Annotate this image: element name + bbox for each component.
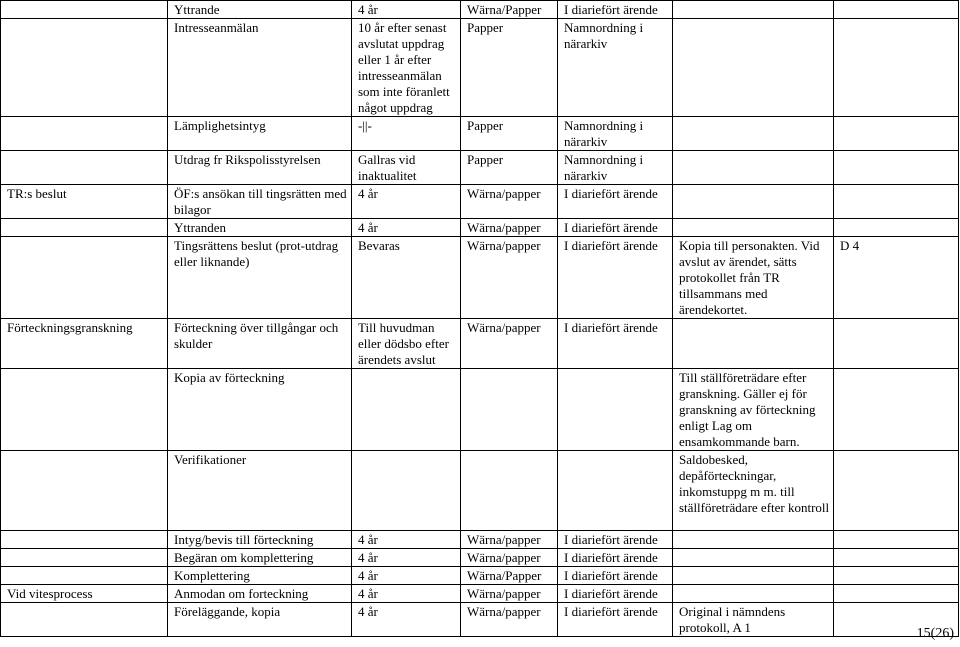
table-row bbox=[1, 185, 959, 219]
table-row bbox=[1, 567, 959, 585]
table-row bbox=[1, 451, 959, 531]
comment-cell: Kopia till personakten. Vid avslut av ärendet, sätts protokollet från TR tillsammans med ärendekortet. bbox=[673, 237, 834, 319]
code-cell bbox=[834, 1, 959, 19]
retention-cell: 10 år efter senast avslutat uppdrag eller 1 år efter intresseanmälan som inte föranlett något uppdrag bbox=[352, 19, 461, 117]
comment-cell bbox=[673, 531, 834, 549]
code-cell bbox=[834, 19, 959, 117]
table-row bbox=[1, 237, 959, 319]
comment-cell: Original i nämndens protokoll, A 1 bbox=[673, 603, 834, 637]
storage-cell: I diariefört ärende bbox=[558, 319, 673, 369]
process-cell: Förteckningsgranskning bbox=[1, 319, 168, 369]
storage-cell bbox=[558, 451, 673, 531]
medium-cell: Papper bbox=[461, 117, 558, 151]
comment-cell bbox=[673, 549, 834, 567]
medium-cell: Wärna/papper bbox=[461, 585, 558, 603]
process-cell bbox=[1, 117, 168, 151]
retention-cell: -||- bbox=[352, 117, 461, 151]
table-row bbox=[1, 585, 959, 603]
storage-cell: Namnordning i närarkiv bbox=[558, 19, 673, 117]
retention-cell: Gallras vid inaktualitet bbox=[352, 151, 461, 185]
comment-cell bbox=[673, 585, 834, 603]
retention-cell: 4 år bbox=[352, 567, 461, 585]
document-cell: Kopia av förteckning bbox=[168, 369, 352, 451]
comment-cell bbox=[673, 117, 834, 151]
comment-cell: Saldobesked, depåförteckningar, inkomstuppg m m. till ställföreträdare efter kontroll bbox=[673, 451, 834, 531]
code-cell bbox=[834, 451, 959, 531]
retention-cell: 4 år bbox=[352, 585, 461, 603]
comment-cell bbox=[673, 19, 834, 117]
retention-cell: Bevaras bbox=[352, 237, 461, 319]
table-row bbox=[1, 151, 959, 185]
comment-cell bbox=[673, 151, 834, 185]
process-cell bbox=[1, 531, 168, 549]
medium-cell bbox=[461, 451, 558, 531]
document-cell: ÖF:s ansökan till tingsrätten med bilagor bbox=[168, 185, 352, 219]
storage-cell: I diariefört ärende bbox=[558, 567, 673, 585]
table-row bbox=[1, 117, 959, 151]
process-cell: TR:s beslut bbox=[1, 185, 168, 219]
table-row bbox=[1, 319, 959, 369]
code-cell bbox=[834, 549, 959, 567]
document-cell: Intresseanmälan bbox=[168, 19, 352, 117]
code-cell bbox=[834, 567, 959, 585]
code-cell: D 4 bbox=[834, 237, 959, 319]
table-row bbox=[1, 219, 959, 237]
document-cell: Yttrande bbox=[168, 1, 352, 19]
retention-cell: 4 år bbox=[352, 603, 461, 637]
document-cell: Förteckning över tillgångar och skulder bbox=[168, 319, 352, 369]
table-row bbox=[1, 19, 959, 117]
comment-cell bbox=[673, 567, 834, 585]
storage-cell: I diariefört ärende bbox=[558, 185, 673, 219]
medium-cell: Wärna/papper bbox=[461, 237, 558, 319]
process-cell bbox=[1, 19, 168, 117]
process-cell bbox=[1, 369, 168, 451]
code-cell bbox=[834, 185, 959, 219]
comment-cell bbox=[673, 185, 834, 219]
medium-cell: Papper bbox=[461, 19, 558, 117]
process-cell bbox=[1, 219, 168, 237]
document-cell: Anmodan om forteckning bbox=[168, 585, 352, 603]
table-row bbox=[1, 1, 959, 19]
document-cell: Verifikationer bbox=[168, 451, 352, 531]
storage-cell: I diariefört ärende bbox=[558, 549, 673, 567]
comment-cell bbox=[673, 319, 834, 369]
process-cell bbox=[1, 237, 168, 319]
storage-cell: I diariefört ärende bbox=[558, 237, 673, 319]
medium-cell bbox=[461, 369, 558, 451]
process-cell bbox=[1, 1, 168, 19]
medium-cell: Wärna/papper bbox=[461, 185, 558, 219]
retention-cell: 4 år bbox=[352, 549, 461, 567]
medium-cell: Wärna/Papper bbox=[461, 1, 558, 19]
medium-cell: Wärna/papper bbox=[461, 531, 558, 549]
medium-cell: Wärna/papper bbox=[461, 219, 558, 237]
document-cell: Yttranden bbox=[168, 219, 352, 237]
process-cell bbox=[1, 567, 168, 585]
process-cell: Vid vitesprocess bbox=[1, 585, 168, 603]
medium-cell: Wärna/papper bbox=[461, 319, 558, 369]
document-cell: Föreläggande, kopia bbox=[168, 603, 352, 637]
medium-cell: Papper bbox=[461, 151, 558, 185]
process-cell bbox=[1, 451, 168, 531]
table-row bbox=[1, 369, 959, 451]
medium-cell: Wärna/Papper bbox=[461, 567, 558, 585]
retention-cell: 4 år bbox=[352, 185, 461, 219]
storage-cell bbox=[558, 369, 673, 451]
code-cell bbox=[834, 319, 959, 369]
code-cell bbox=[834, 151, 959, 185]
table-row bbox=[1, 531, 959, 549]
storage-cell: I diariefört ärende bbox=[558, 531, 673, 549]
code-cell bbox=[834, 219, 959, 237]
retention-cell: 4 år bbox=[352, 1, 461, 19]
process-cell bbox=[1, 549, 168, 567]
medium-cell: Wärna/papper bbox=[461, 549, 558, 567]
storage-cell: I diariefört ärende bbox=[558, 219, 673, 237]
table-row bbox=[1, 603, 959, 637]
storage-cell: I diariefört ärende bbox=[558, 603, 673, 637]
document-cell: Komplettering bbox=[168, 567, 352, 585]
comment-cell bbox=[673, 1, 834, 19]
storage-cell: I diariefört ärende bbox=[558, 585, 673, 603]
table-row bbox=[1, 549, 959, 567]
storage-cell: I diariefört ärende bbox=[558, 1, 673, 19]
process-cell bbox=[1, 603, 168, 637]
retention-cell bbox=[352, 369, 461, 451]
process-cell bbox=[1, 151, 168, 185]
document-cell: Begäran om komplettering bbox=[168, 549, 352, 567]
document-cell: Utdrag fr Rikspolisstyrelsen bbox=[168, 151, 352, 185]
code-cell bbox=[834, 117, 959, 151]
storage-cell: Namnordning i närarkiv bbox=[558, 151, 673, 185]
code-cell bbox=[834, 369, 959, 451]
page-number: 15(26) bbox=[916, 626, 954, 641]
document-cell: Lämplighetsintyg bbox=[168, 117, 352, 151]
medium-cell: Wärna/papper bbox=[461, 603, 558, 637]
retention-cell: 4 år bbox=[352, 219, 461, 237]
retention-cell bbox=[352, 451, 461, 531]
retention-cell: 4 år bbox=[352, 531, 461, 549]
document-cell: Intyg/bevis till förteckning bbox=[168, 531, 352, 549]
comment-cell bbox=[673, 219, 834, 237]
document-cell: Tingsrättens beslut (prot-utdrag eller liknande) bbox=[168, 237, 352, 319]
comment-cell: Till ställföreträdare efter granskning. Gäller ej för granskning av förteckning enligt Lag om ensamkommande barn. bbox=[673, 369, 834, 451]
code-cell bbox=[834, 531, 959, 549]
retention-cell: Till huvudman eller dödsbo efter ärendets avslut bbox=[352, 319, 461, 369]
storage-cell: Namnordning i närarkiv bbox=[558, 117, 673, 151]
code-cell bbox=[834, 585, 959, 603]
